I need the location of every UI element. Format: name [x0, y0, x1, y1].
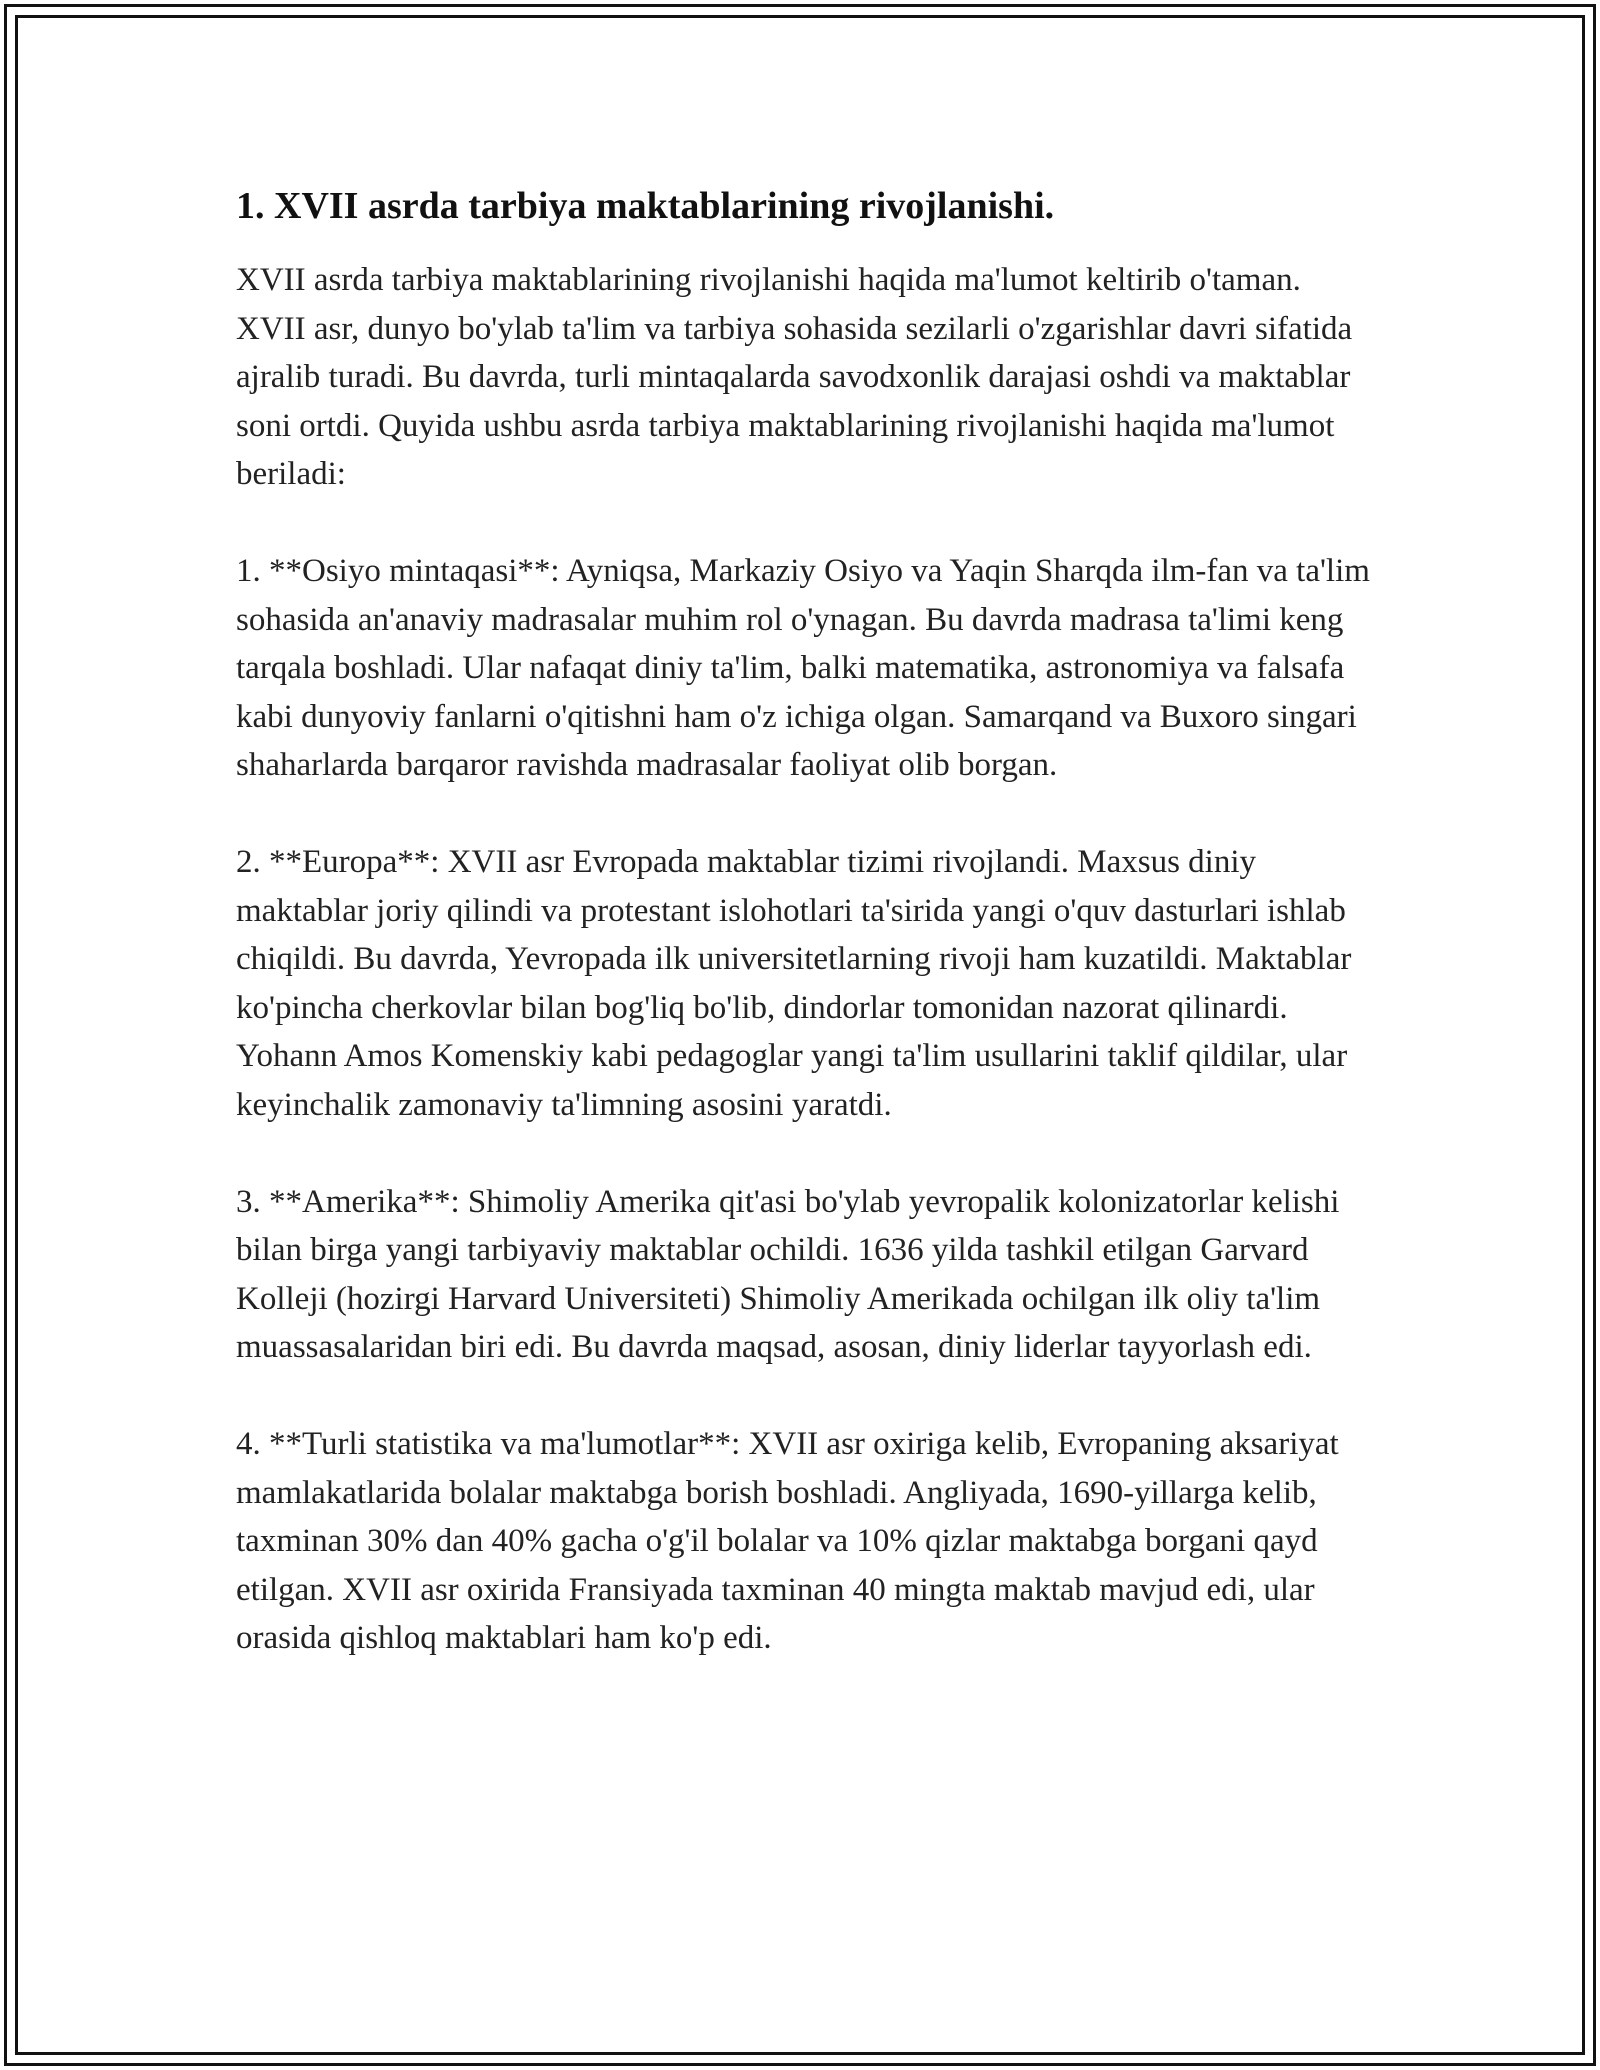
document-title: 1. XVII asrda tarbiya maktablarining rivojlanishi. — [236, 185, 1055, 227]
paragraph-europe: 2. **Europa**: XVII asr Evropada maktablar tizimi rivojlandi. Maxsus diniy maktablar joriy qilindi va protestant islohotlari ta'sirida yangi o'quv dasturlari ishlab chiqildi. Bu davrda, Yevropada ilk universitetlarning rivoji ham kuzatildi. Maktablar ko'pincha cherkovlar bilan bog'liq bo'lib, dindorlar tomonidan nazorat qilinardi. Yohann Amos Komenskiy kabi pedagoglar yangi ta'lim usullarini taklif qildilar, ular keyinchalik zamonaviy ta'limning asosini yaratdi. — [236, 844, 1352, 1123]
paragraph-america: 3. **Amerika**: Shimoliy Amerika qit'asi bo'ylab yevropalik kolonizatorlar kelishi bilan birga yangi tarbiyaviy maktablar ochildi. 1636 yilda tashkil etilgan Garvard Kolleji (hozirgi Harvard Universiteti) Shimoliy Amerikada ochilgan ilk oliy ta'lim muassasalaridan biri edi. Bu davrda maqsad, asosan, diniy liderlar tayyorlash edi. — [236, 1183, 1340, 1365]
document-body — [236, 180, 1376, 1663]
paragraph-asia: 1. **Osiyo mintaqasi**: Ayniqsa, Markaziy Osiyo va Yaqin Sharqda ilm-fan va ta'lim sohasida an'anaviy madrasalar muhim rol o'ynagan. Bu davrda madrasa ta'limi keng tarqala boshladi. Ular nafaqat diniy ta'lim, balki matematika, astronomiya va falsafa kabi dunyoviy fanlarni o'qitishni ham o'z ichiga olgan. Samarqand va Buxoro singari shaharlarda barqaror ravishda madrasalar faoliyat olib borgan. — [236, 553, 1370, 783]
intro-paragraph: XVII asrda tarbiya maktablarining rivojlanishi haqida ma'lumot keltirib o'taman. XVII asr, dunyo bo'ylab ta'lim va tarbiya sohasida sezilarli o'zgarishlar davri sifatida ajralib turadi. Bu davrda, turli mintaqalarda savodxonlik darajasi oshdi va maktablar soni ortdi. Quyida ushbu asrda tarbiya maktablarining rivojlanishi haqida ma'lumot beriladi: — [236, 262, 1353, 492]
paragraph-statistics: 4. **Turli statistika va ma'lumotlar**: XVII asr oxiriga kelib, Evropaning aksariyat mamlakatlarida bolalar maktabga borish boshladi. Angliyada, 1690-yillarga kelib, taxminan 30% dan 40% gacha o'g'il bolalar va 10% qizlar maktabga borgani qayd etilgan. XVII asr oxirida Fransiyada taxminan 40 mingta maktab mavjud edi, ular orasida qishloq maktablari ham ko'p edi. — [236, 1426, 1339, 1656]
